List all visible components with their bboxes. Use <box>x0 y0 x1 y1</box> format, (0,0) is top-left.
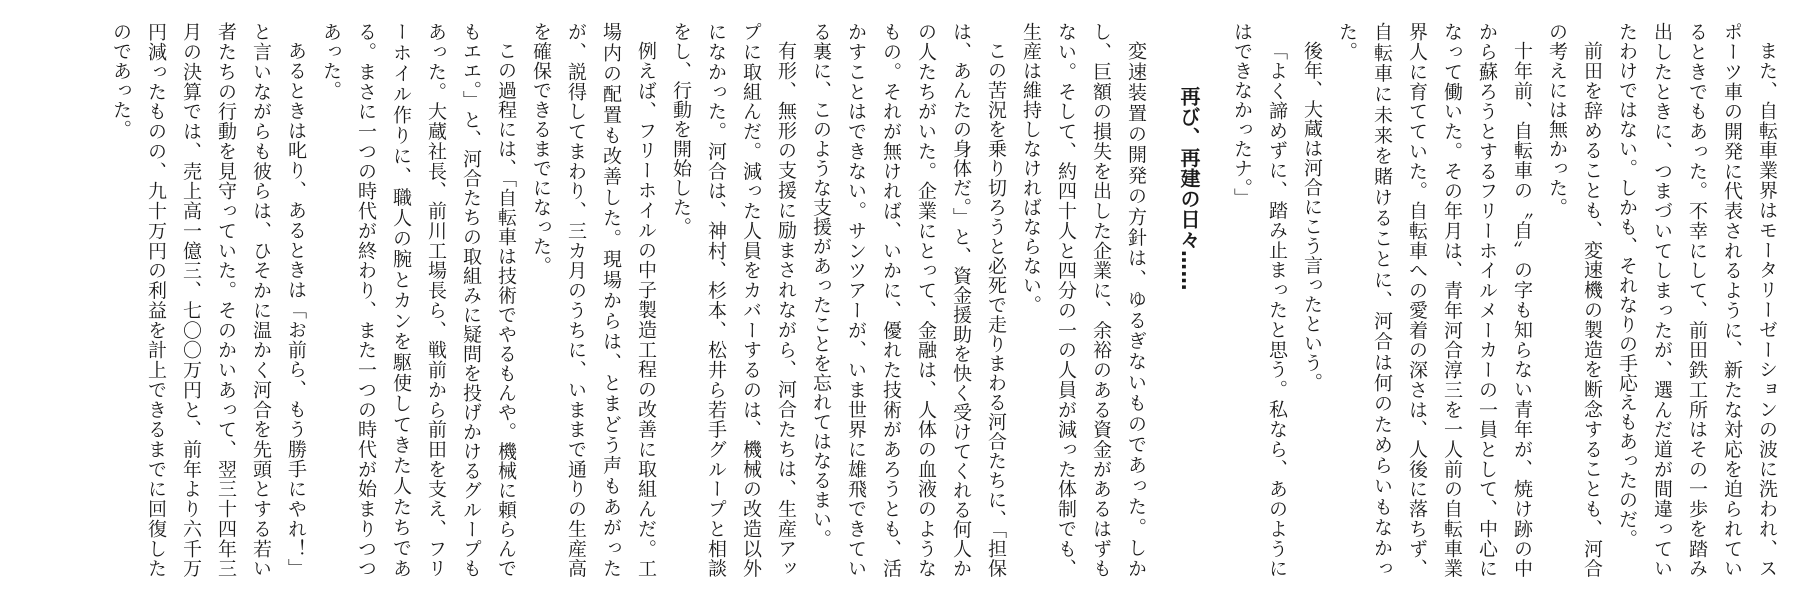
paragraph: 後年、大蔵は河合にこう言ったという。 <box>1301 41 1323 392</box>
paragraph: 例えば、フリーホイルの中子製造工程の改善に取組んだ。工場内の配置も改善した。現場からは、とまどう声もあがったが、説得してまわり、三カ月のうちに、いままで通りの生産高を確保できるまでになった。 <box>530 22 657 578</box>
section-heading: 再び、再建の日々…… <box>1177 86 1201 291</box>
paragraph: 有形、無形の支援に励まされながら、河合たちは、生産アップに取組んだ。減った人員をカバーするのは、機械の改造以外になかった。河合は、神村、杉本、松井ら若手グループと相談をし、行動を開始した。 <box>670 22 797 578</box>
paragraph: あるときは叱り、あるときは「お前ら、もう勝手にやれ！」と言いながらも彼らは、ひそかに温かく河合を先頭とする若い者たちの行動を見守っていた。そのかいあって、翌三十四年三月の決算では、売上高一億三、七〇〇万円と、前年より六千万円減ったものの、九十万円の利益を計上できるまでに回復したのであった。 <box>110 22 307 578</box>
paragraph: また、自転車業界はモータリーゼーションの波に洗われ、スポーツ車の開発に代表されるように、新たな対応を迫られているときでもあった。不幸にして、前田鉄工所はその一歩を踏み出したときに、つまづいてしまったが、選んだ道が間違っていたわけではない。しかも、それなりの手応えもあったのだ。 <box>1616 22 1778 578</box>
paragraph: この過程には、「自転車は技術でやるもんや。機械に頼らんでもエエ。」と、河合たちの取組みに疑問を投げかけるグループもあった。大蔵社長、前川工場長ら、戦前から前田を支え、フリーホイル作りに、職人の腕とカンを駆使してきた人たちである。まさに一つの時代が終わり、また一つの時代が始まりつつあった。 <box>320 22 517 578</box>
paragraph: 十年前、自転車の〝自〟の字も知らない青年が、焼け跡の中から蘇ろうとするフリーホイルメーカーの一員として、中心になって働いた。その年月は、青年河合淳三を一人前の自転車業界人に育てていた。自転車への愛着の深さは、人後に落ちず、自転車に未来を賭けることに、河合は何のためらいもなかった。 <box>1336 22 1533 578</box>
paragraph: 前田を辞めることも、変速機の製造を断念することも、河合の考えには無かった。 <box>1546 22 1603 578</box>
paragraph-quote: 「よく諦めずに、踏み止まったと思う。私なら、あのようにはできなかったナ。」 <box>1231 22 1288 578</box>
paragraph: この苦況を乗り切ろうと必死で走りまわる河合たちに、「担保は、あんたの身体だ。」と、資金援助を快く受けてくれる何人かの人たちがいた。企業にとって、金融は、人体の血液のようなもの。それが無ければ、いかに、優れた技術があろうとも、活かすことはできない。サンツアーが、いま世界に雄飛できている裏に、このような支援があったことを忘れてはなるまい。 <box>810 22 1007 578</box>
vertical-text-body <box>16 22 1784 578</box>
paragraph: 変速装置の開発の方針は、ゆるぎないものであった。しかし、巨額の損失を出した企業に、余裕のある資金があるはずもない。そして、約四十人と四分の一の人員が減った体制でも、生産は維持しなければならない。 <box>1020 22 1147 578</box>
